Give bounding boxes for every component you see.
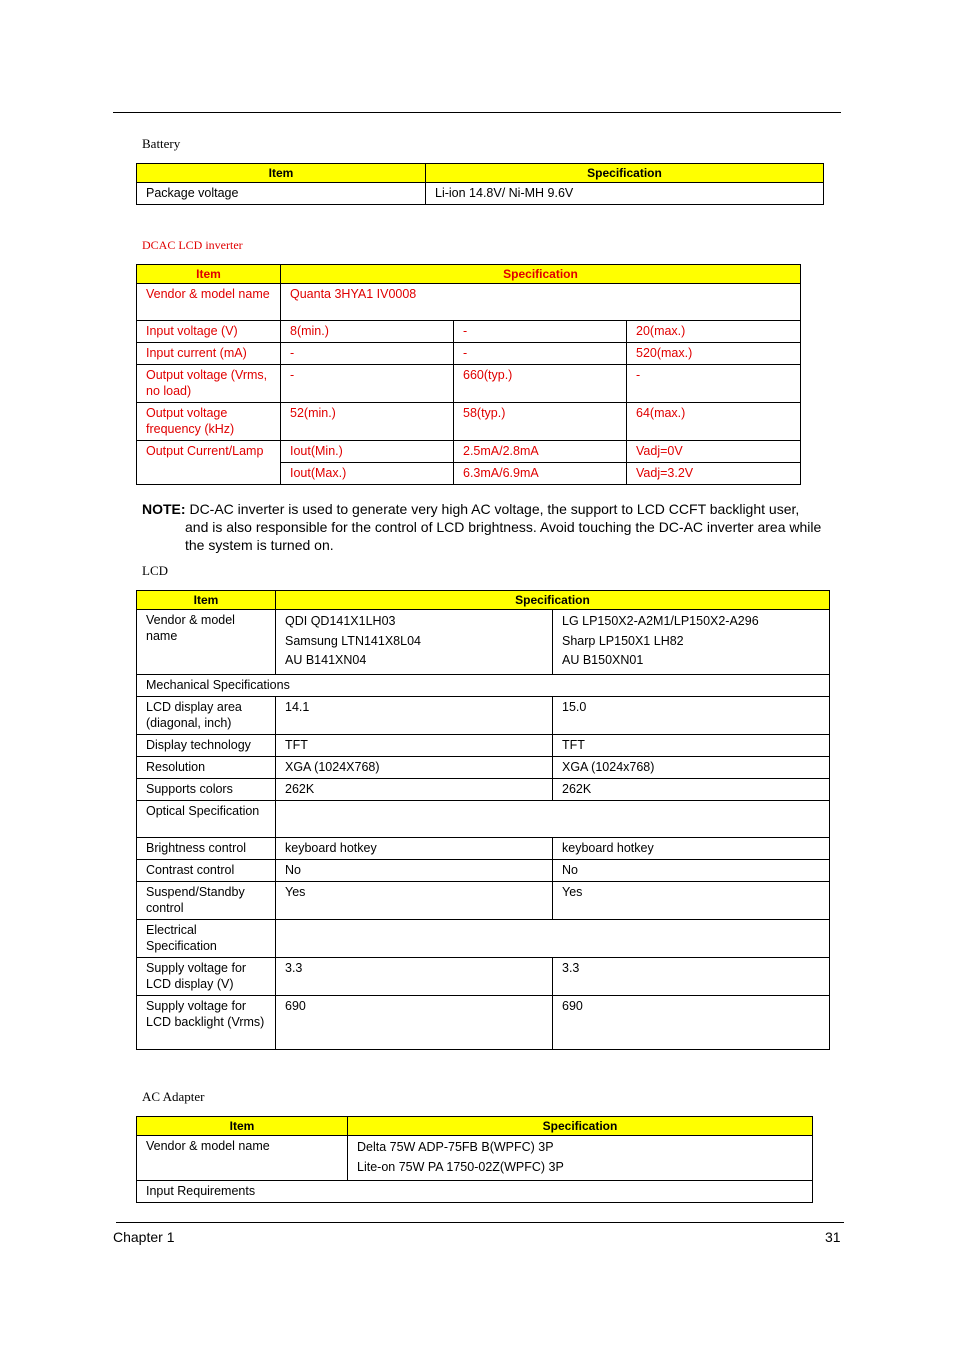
- cell: Resolution: [137, 756, 276, 778]
- battery-spec: Li-ion 14.8V/ Ni-MH 9.6V: [426, 183, 824, 205]
- vendor-model: AU B150XN01: [562, 653, 644, 667]
- table-row: [137, 881, 830, 919]
- cell: [276, 919, 830, 957]
- cell: keyboard hotkey: [276, 837, 553, 859]
- ac-header-item: Item: [137, 1117, 348, 1136]
- lcd-heading: LCD: [142, 563, 168, 578]
- cell: 262K: [276, 778, 553, 800]
- inverter-table: [136, 264, 801, 485]
- vendor-model: LG LP150X2-A2M1/LP150X2-A296: [562, 614, 759, 628]
- battery-header-spec: Specification: [426, 164, 824, 183]
- cell: 64(max.): [627, 403, 801, 441]
- lcd-vendor-col2: [553, 610, 830, 675]
- cell: 2.5mA/2.8mA: [454, 441, 627, 463]
- battery-table: [136, 163, 824, 205]
- cell: XGA (1024X768): [276, 756, 553, 778]
- vendor-model: Lite-on 75W PA 1750-02Z(WPFC) 3P: [357, 1159, 564, 1174]
- cell: Vadj=3.2V: [627, 463, 801, 485]
- cell: -: [627, 365, 801, 403]
- cell: Input current (mA): [137, 343, 281, 365]
- cell: 8(min.): [281, 321, 454, 343]
- table-row: [137, 1136, 813, 1181]
- cell: Iout(Max.): [281, 463, 454, 485]
- cell: Input voltage (V): [137, 321, 281, 343]
- battery-item: Package voltage: [137, 183, 426, 205]
- table-row: [137, 343, 801, 365]
- cell: 262K: [553, 778, 830, 800]
- table-row: [137, 734, 830, 756]
- cell: 520(max.): [627, 343, 801, 365]
- inverter-current-label: Output Current/Lamp: [137, 441, 281, 485]
- table-row: [137, 610, 830, 675]
- table-row: [137, 284, 801, 321]
- cell: 14.1: [276, 696, 553, 734]
- vendor-model: Delta 75W ADP-75FB B(WPFC) 3P: [357, 1140, 554, 1154]
- cell: XGA (1024x768): [553, 756, 830, 778]
- note: [142, 500, 842, 554]
- table-row: [137, 756, 830, 778]
- table-row: [137, 1181, 813, 1203]
- inverter-header-item: Item: [137, 265, 281, 284]
- cell: No: [276, 859, 553, 881]
- lcd-header-spec: Specification: [276, 591, 830, 610]
- table-row: [137, 674, 830, 696]
- table-row: [137, 957, 830, 995]
- cell: Output voltage frequency (kHz): [137, 403, 281, 441]
- cell: -: [454, 321, 627, 343]
- table-row: [137, 995, 830, 1049]
- cell: 58(typ.): [454, 403, 627, 441]
- cell: -: [454, 343, 627, 365]
- cell: 15.0: [553, 696, 830, 734]
- cell: 3.3: [276, 957, 553, 995]
- lcd-electrical-label: Electrical Specification: [137, 919, 276, 957]
- note-label: NOTE:: [142, 501, 186, 517]
- cell: 690: [276, 995, 553, 1049]
- vendor-model: Sharp LP150X1 LH82: [562, 633, 684, 648]
- table-row: [137, 837, 830, 859]
- cell: -: [281, 343, 454, 365]
- cell: Suspend/Standby control: [137, 881, 276, 919]
- footer-chapter: Chapter 1: [113, 1229, 175, 1245]
- table-row: [137, 778, 830, 800]
- vendor-model: AU B141XN04: [285, 653, 367, 667]
- table-row: [137, 919, 830, 957]
- cell: Iout(Min.): [281, 441, 454, 463]
- table-row: [137, 441, 801, 463]
- cell: Supply voltage for LCD display (V): [137, 957, 276, 995]
- cell: Yes: [553, 881, 830, 919]
- cell: Display technology: [137, 734, 276, 756]
- cell: 6.3mA/6.9mA: [454, 463, 627, 485]
- vendor-model: Samsung LTN141X8L04: [285, 633, 421, 648]
- ac-vendor-label: Vendor & model name: [137, 1136, 348, 1181]
- table-row: [137, 321, 801, 343]
- inverter-heading: DCAC LCD inverter: [142, 238, 243, 252]
- cell: 660(typ.): [454, 365, 627, 403]
- table-row: [137, 403, 801, 441]
- battery-header-item: Item: [137, 164, 426, 183]
- table-row: [137, 696, 830, 734]
- cell: No: [553, 859, 830, 881]
- table-row: [137, 800, 830, 837]
- cell: TFT: [276, 734, 553, 756]
- cell: Output voltage (Vrms, no load): [137, 365, 281, 403]
- cell: [276, 800, 830, 837]
- ac-heading: AC Adapter: [142, 1089, 205, 1104]
- table-row: [137, 859, 830, 881]
- table-row: [137, 183, 824, 205]
- vendor-model: QDI QD141X1LH03: [285, 614, 396, 628]
- cell: 3.3: [553, 957, 830, 995]
- cell: TFT: [553, 734, 830, 756]
- lcd-vendor-col1: [276, 610, 553, 675]
- cell: LCD display area (diagonal, inch): [137, 696, 276, 734]
- lcd-header-item: Item: [137, 591, 276, 610]
- inverter-vendor-label: Vendor & model name: [137, 284, 281, 321]
- cell: Brightness control: [137, 837, 276, 859]
- ac-table: [136, 1116, 813, 1203]
- bottom-rule: [116, 1222, 844, 1223]
- cell: keyboard hotkey: [553, 837, 830, 859]
- cell: Supply voltage for LCD backlight (Vrms): [137, 995, 276, 1049]
- lcd-optical-label: Optical Specification: [137, 800, 276, 837]
- inverter-vendor-value: Quanta 3HYA1 IV0008: [281, 284, 801, 321]
- note-line2: and is also responsible for the control of LCD brightness. Avoid touching the DC-AC inverter area while: [185, 519, 822, 535]
- lcd-mech-label: Mechanical Specifications: [137, 674, 830, 696]
- battery-heading: Battery: [142, 136, 181, 151]
- note-line1: DC-AC inverter is used to generate very high AC voltage, the support to LCD CCFT backlight user,: [189, 501, 800, 517]
- ac-input-label: Input Requirements: [137, 1181, 813, 1203]
- cell: 690: [553, 995, 830, 1049]
- cell: Vadj=0V: [627, 441, 801, 463]
- cell: Contrast control: [137, 859, 276, 881]
- ac-header-spec: Specification: [348, 1117, 813, 1136]
- table-row: [137, 365, 801, 403]
- footer-page-number: 31: [825, 1229, 841, 1245]
- cell: 20(max.): [627, 321, 801, 343]
- lcd-table: [136, 590, 830, 1050]
- cell: 52(min.): [281, 403, 454, 441]
- lcd-vendor-label: Vendor & model name: [137, 610, 276, 675]
- ac-vendor-values: [348, 1136, 813, 1181]
- top-rule: [113, 112, 841, 113]
- inverter-header-spec: Specification: [281, 265, 801, 284]
- cell: Supports colors: [137, 778, 276, 800]
- cell: -: [281, 365, 454, 403]
- note-line3: the system is turned on.: [185, 537, 334, 553]
- cell: Yes: [276, 881, 553, 919]
